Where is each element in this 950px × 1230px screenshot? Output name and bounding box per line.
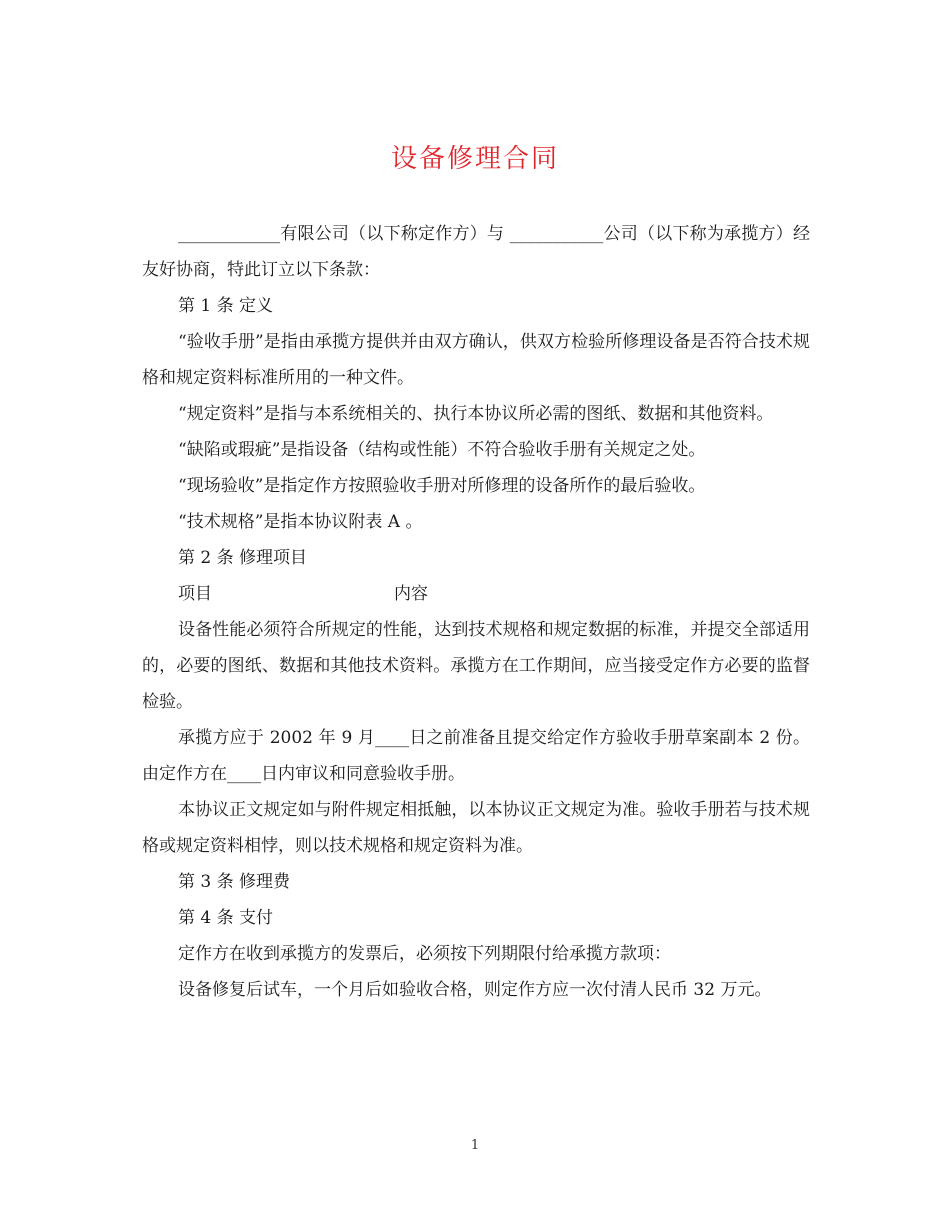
manual-submission-paragraph: 承揽方应于 2002 年 9 月____日之前准备且提交给定作方验收手册草案副本 2 份。由定作方在____日内审议和同意验收手册。 (142, 728, 810, 784)
page-number: 1 (470, 1138, 480, 1153)
table-header-content: 内容 (394, 584, 428, 604)
payment-terms-paragraph: 定作方在收到承揽方的发票后，必须按下列期限付给承揽方款项： (178, 944, 671, 964)
definition-specified-data: “规定资料”是指与本系统相关的、执行本协议所必需的图纸、数据和其他资料。 (178, 404, 774, 424)
payment-amount-paragraph: 设备修复后试车，一个月后如验收合格，则定作方应一次付清人民币 32 万元。 (178, 980, 772, 1000)
article-3-heading: 第 3 条 修理费 (178, 872, 291, 892)
article-1-heading: 第 1 条 定义 (178, 296, 274, 316)
document-title: 设备修理合同 (390, 144, 559, 174)
definition-defect: “缺陷或瑕疵”是指设备（结构或性能）不符合验收手册有关规定之处。 (178, 440, 706, 460)
performance-paragraph: 设备性能必须符合所规定的性能，达到技术规格和规定数据的标准，并提交全部适用的，必要的图纸、数据和其他技术资料。承揽方在工作期间，应当接受定作方必要的监督检验。 (142, 620, 810, 712)
definition-acceptance-manual: “验收手册”是指由承揽方提供并由双方确认，供双方检验所修理设备是否符合技术规格和规定资料标准所用的一种文件。 (142, 332, 810, 388)
repair-items-table-header (142, 576, 810, 612)
definition-tech-spec: “技术规格”是指本协议附表 A 。 (178, 512, 423, 532)
definition-site-acceptance: “现场验收”是指定作方按照验收手册对所修理的设备所作的最后验收。 (178, 476, 706, 496)
precedence-paragraph: 本协议正文规定如与附件规定相抵触，以本协议正文规定为准。验收手册若与技术规格或规定资料相悖，则以技术规格和规定资料为准。 (142, 800, 810, 856)
article-4-heading: 第 4 条 支付 (178, 908, 274, 928)
intro-paragraph: ____________有限公司（以下称定作方）与 ___________公司（以下称为承揽方）经友好协商，特此订立以下条款： (142, 224, 810, 280)
table-header-item: 项目 (178, 584, 212, 604)
article-2-heading: 第 2 条 修理项目 (178, 548, 308, 568)
document-body (142, 216, 810, 1008)
